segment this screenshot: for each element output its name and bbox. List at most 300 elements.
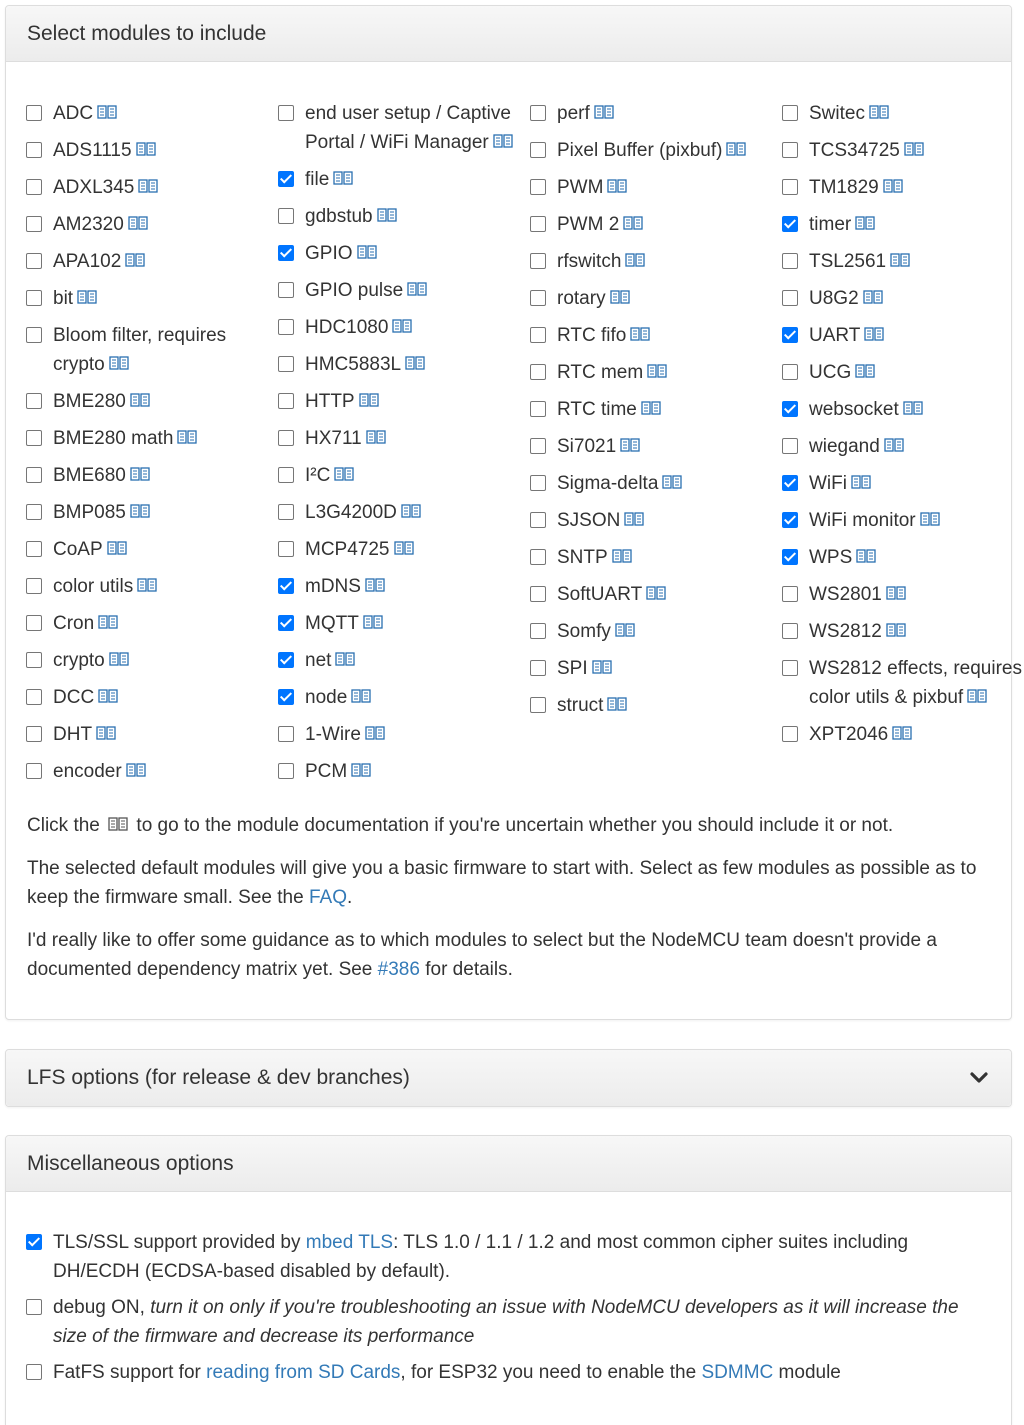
module-option[interactable] [530, 136, 770, 165]
module-checkbox[interactable] [26, 467, 42, 483]
module-label: BME280 [53, 387, 150, 416]
module-label: WiFi [809, 469, 871, 498]
module-doc-icon[interactable] [493, 134, 513, 148]
module-option[interactable] [26, 136, 266, 165]
module-doc-icon[interactable] [884, 438, 904, 452]
module-label: gdbstub [305, 202, 397, 231]
module-checkbox[interactable] [782, 512, 798, 528]
module-label: MQTT [305, 609, 383, 638]
module-option[interactable] [782, 173, 1022, 202]
module-doc-icon[interactable] [615, 623, 635, 637]
module-option[interactable] [530, 654, 770, 683]
module-label: color utils [53, 572, 157, 601]
module-doc-icon[interactable] [351, 763, 371, 777]
module-checkbox[interactable] [782, 364, 798, 380]
issue-386-link[interactable]: #386 [377, 959, 420, 980]
module-doc-icon[interactable] [377, 208, 397, 222]
lfs-panel [5, 1049, 1012, 1107]
module-checkbox[interactable] [26, 430, 42, 446]
module-checkbox[interactable] [278, 171, 294, 187]
module-checkbox[interactable] [278, 393, 294, 409]
module-label: ADC [53, 99, 117, 128]
module-label: websocket [809, 395, 923, 424]
module-option[interactable] [530, 99, 770, 128]
module-doc-icon[interactable] [855, 216, 875, 230]
module-label: U8G2 [809, 284, 883, 313]
module-checkbox[interactable] [530, 253, 546, 269]
fatfs-option-text: FatFS support for reading from SD Cards, for ESP32 you need to enable the SDMMC module [53, 1362, 841, 1383]
module-option[interactable] [26, 284, 266, 313]
module-checkbox[interactable] [782, 623, 798, 639]
module-option[interactable] [782, 580, 1022, 609]
module-checkbox[interactable] [26, 541, 42, 557]
module-checkbox[interactable] [278, 208, 294, 224]
module-checkbox[interactable] [530, 549, 546, 565]
module-checkbox[interactable] [278, 356, 294, 372]
module-label: crypto [53, 646, 129, 675]
module-checkbox[interactable] [26, 290, 42, 306]
module-checkbox[interactable] [278, 245, 294, 261]
module-option[interactable] [782, 284, 1022, 313]
module-checkbox[interactable] [782, 660, 798, 676]
module-doc-icon[interactable] [334, 467, 354, 481]
modules-panel-heading [6, 6, 1011, 62]
module-option[interactable] [278, 535, 518, 564]
module-doc-icon[interactable] [392, 319, 412, 333]
module-label: HX711 [305, 424, 386, 453]
module-label: SJSON [557, 506, 644, 535]
module-option[interactable] [782, 720, 1022, 749]
module-doc-icon[interactable] [130, 504, 150, 518]
module-option[interactable] [278, 387, 518, 416]
module-checkbox[interactable] [26, 652, 42, 668]
module-doc-icon[interactable] [130, 393, 150, 407]
module-checkbox[interactable] [278, 430, 294, 446]
module-option[interactable] [278, 165, 518, 194]
module-doc-icon[interactable] [365, 578, 385, 592]
module-column-1 [26, 99, 266, 794]
module-checkbox[interactable] [530, 401, 546, 417]
module-doc-icon[interactable] [612, 549, 632, 563]
module-label: RTC mem [557, 358, 667, 387]
debug-checkbox[interactable] [26, 1299, 42, 1315]
module-option[interactable] [530, 691, 770, 720]
module-label: DCC [53, 683, 118, 712]
module-option[interactable] [278, 461, 518, 490]
module-option[interactable] [530, 432, 770, 461]
module-doc-icon[interactable] [904, 142, 924, 156]
module-option[interactable] [26, 609, 266, 638]
module-doc-icon[interactable] [869, 105, 889, 119]
module-doc-icon[interactable] [351, 689, 371, 703]
module-doc-icon[interactable] [607, 697, 627, 711]
tls-checkbox[interactable] [26, 1234, 42, 1250]
module-checkbox[interactable] [26, 689, 42, 705]
module-checkbox[interactable] [782, 253, 798, 269]
module-label: MCP4725 [305, 535, 414, 564]
modules-panel [5, 5, 1022, 1020]
misc-panel-heading [6, 1136, 1011, 1192]
module-doc-icon[interactable] [333, 171, 353, 185]
module-checkbox[interactable] [278, 652, 294, 668]
module-label: WPS [809, 543, 876, 572]
module-checkbox[interactable] [782, 549, 798, 565]
module-checkbox[interactable] [26, 504, 42, 520]
module-doc-icon[interactable] [592, 660, 612, 674]
module-checkbox[interactable] [278, 763, 294, 779]
module-doc-icon[interactable] [359, 393, 379, 407]
module-checkbox[interactable] [278, 578, 294, 594]
module-label: perf [557, 99, 614, 128]
module-doc-icon[interactable] [856, 549, 876, 563]
module-option[interactable] [530, 358, 770, 387]
module-checkbox[interactable] [278, 282, 294, 298]
module-doc-icon[interactable] [109, 652, 129, 666]
module-checkbox[interactable] [530, 586, 546, 602]
module-doc-icon[interactable] [624, 512, 644, 526]
module-doc-icon[interactable] [97, 105, 117, 119]
module-doc-icon[interactable] [98, 689, 118, 703]
module-doc-icon[interactable] [394, 541, 414, 555]
module-option[interactable] [782, 506, 1022, 535]
module-label: BME680 [53, 461, 150, 490]
module-option[interactable] [530, 247, 770, 276]
module-label: node [305, 683, 371, 712]
module-doc-icon[interactable] [335, 652, 355, 666]
module-checkbox[interactable] [530, 438, 546, 454]
module-doc-icon[interactable] [401, 504, 421, 518]
module-option[interactable] [530, 284, 770, 313]
module-checkbox[interactable] [26, 216, 42, 232]
module-option[interactable] [530, 506, 770, 535]
module-checkbox[interactable] [530, 364, 546, 380]
module-label: ADXL345 [53, 173, 158, 202]
module-label: RTC time [557, 395, 661, 424]
module-option[interactable] [26, 720, 266, 749]
faq-link[interactable]: FAQ [308, 887, 347, 908]
module-doc-icon[interactable] [128, 216, 148, 230]
module-checkbox[interactable] [530, 142, 546, 158]
module-doc-icon[interactable] [138, 179, 158, 193]
module-doc-icon[interactable] [109, 356, 129, 370]
module-label: rfswitch [557, 247, 645, 276]
module-label: bit [53, 284, 97, 313]
module-option[interactable] [278, 350, 518, 379]
module-option[interactable] [278, 313, 518, 342]
module-option[interactable] [782, 210, 1022, 239]
module-checkbox[interactable] [530, 697, 546, 713]
module-checkbox[interactable] [278, 689, 294, 705]
module-label: WS2812 effects, requires color utils & pixbuf [809, 658, 1022, 708]
module-doc-icon[interactable] [98, 615, 118, 629]
module-option[interactable] [782, 469, 1022, 498]
module-label: PWM 2 [557, 210, 643, 239]
misc-options [26, 1228, 996, 1394]
module-doc-icon[interactable] [890, 253, 910, 267]
module-label: net [305, 646, 355, 675]
module-option[interactable] [278, 424, 518, 453]
module-doc-icon[interactable] [137, 578, 157, 592]
module-checkbox[interactable] [278, 105, 294, 121]
module-option[interactable] [278, 202, 518, 231]
module-option[interactable] [26, 173, 266, 202]
module-label: APA102 [53, 247, 145, 276]
module-option[interactable] [26, 461, 266, 490]
debug-option[interactable] [26, 1293, 996, 1351]
chevron-down-icon[interactable] [968, 1067, 990, 1089]
module-checkbox[interactable] [26, 578, 42, 594]
module-option[interactable] [782, 99, 1022, 128]
module-label: struct [557, 691, 627, 720]
module-checkbox[interactable] [782, 438, 798, 454]
module-label: PWM [557, 173, 627, 202]
module-option[interactable] [530, 395, 770, 424]
module-label: mDNS [305, 572, 385, 601]
module-option[interactable] [782, 617, 1022, 646]
module-doc-icon[interactable] [630, 327, 650, 341]
module-checkbox[interactable] [278, 319, 294, 335]
module-doc-icon[interactable] [886, 586, 906, 600]
module-option[interactable] [782, 432, 1022, 461]
sd-cards-link[interactable]: reading from SD Cards [206, 1362, 401, 1383]
module-option[interactable] [782, 395, 1022, 424]
module-doc-icon[interactable] [177, 430, 197, 444]
module-checkbox[interactable] [26, 105, 42, 121]
module-doc-icon[interactable] [357, 245, 377, 259]
fatfs-checkbox[interactable] [26, 1364, 42, 1380]
module-label: PCM [305, 757, 371, 786]
module-label: 1-Wire [305, 720, 385, 749]
misc-panel-title: Miscellaneous options [27, 1151, 234, 1175]
module-doc-icon[interactable] [886, 623, 906, 637]
module-checkbox[interactable] [782, 216, 798, 232]
module-label: Si7021 [557, 432, 640, 461]
module-doc-icon[interactable] [726, 142, 746, 156]
module-checkbox[interactable] [26, 179, 42, 195]
module-option[interactable] [530, 210, 770, 239]
module-option[interactable] [530, 321, 770, 350]
module-doc-icon[interactable] [365, 726, 385, 740]
module-label: L3G4200D [305, 498, 421, 527]
module-doc-icon[interactable] [863, 290, 883, 304]
module-checkbox[interactable] [530, 327, 546, 343]
module-doc-icon[interactable] [646, 586, 666, 600]
module-doc-icon[interactable] [920, 512, 940, 526]
module-checkbox[interactable] [530, 512, 546, 528]
module-column-2 [278, 99, 518, 794]
module-option[interactable] [26, 99, 266, 128]
module-checkbox[interactable] [278, 615, 294, 631]
module-checkbox[interactable] [782, 327, 798, 343]
module-option[interactable] [530, 173, 770, 202]
module-option[interactable] [26, 535, 266, 564]
module-checkbox[interactable] [782, 142, 798, 158]
modules-panel-title: Select modules to include [27, 21, 267, 45]
module-option[interactable] [26, 387, 266, 416]
module-doc-icon[interactable] [883, 179, 903, 193]
module-checkbox[interactable] [530, 179, 546, 195]
module-label: DHT [53, 720, 116, 749]
module-label: BMP085 [53, 498, 150, 527]
doc-icon-note: Click the to go to the module documentation if you're uncertain whether you should include it or not. [27, 815, 894, 836]
module-doc-icon[interactable] [96, 726, 116, 740]
module-doc-icon[interactable] [130, 467, 150, 481]
module-option[interactable] [530, 469, 770, 498]
module-checkbox[interactable] [782, 105, 798, 121]
module-column-4 [782, 99, 1022, 757]
fatfs-option[interactable] [26, 1358, 996, 1387]
module-checkbox[interactable] [278, 504, 294, 520]
module-option[interactable] [278, 572, 518, 601]
module-doc-icon[interactable] [851, 475, 871, 489]
module-doc-icon[interactable] [625, 253, 645, 267]
module-checkbox[interactable] [782, 726, 798, 742]
module-doc-icon[interactable] [407, 282, 427, 296]
module-option[interactable] [530, 543, 770, 572]
lfs-panel-title: LFS options (for release & dev branches) [27, 1066, 410, 1089]
module-checkbox[interactable] [782, 475, 798, 491]
module-checkbox[interactable] [26, 726, 42, 742]
module-notes [27, 811, 997, 998]
module-label: Somfy [557, 617, 635, 646]
module-doc-icon[interactable] [594, 105, 614, 119]
module-doc-icon[interactable] [662, 475, 682, 489]
module-doc-icon[interactable] [126, 763, 146, 777]
module-doc-icon[interactable] [623, 216, 643, 230]
tls-option[interactable] [26, 1228, 996, 1286]
module-option[interactable] [26, 247, 266, 276]
module-doc-icon[interactable] [855, 364, 875, 378]
module-label: UCG [809, 358, 875, 387]
module-label: GPIO [305, 239, 377, 268]
module-doc-icon[interactable] [641, 401, 661, 415]
module-doc-icon[interactable] [620, 438, 640, 452]
module-checkbox[interactable] [278, 726, 294, 742]
module-option[interactable] [782, 136, 1022, 165]
module-checkbox[interactable] [26, 327, 42, 343]
module-doc-icon[interactable] [607, 179, 627, 193]
module-option[interactable] [278, 609, 518, 638]
module-label: SoftUART [557, 580, 666, 609]
module-option[interactable] [278, 683, 518, 712]
module-doc-icon[interactable] [610, 290, 630, 304]
module-label: end user setup / Captive Portal / WiFi Manager [305, 103, 511, 153]
module-label: TSL2561 [809, 247, 910, 276]
module-checkbox[interactable] [530, 623, 546, 639]
module-option[interactable] [26, 498, 266, 527]
module-label: RTC fifo [557, 321, 650, 350]
module-label: rotary [557, 284, 630, 313]
module-label: WS2812 [809, 617, 906, 646]
module-doc-icon[interactable] [136, 142, 156, 156]
module-label: Bloom filter, requires crypto [53, 325, 227, 375]
module-label: wiegand [809, 432, 904, 461]
module-option[interactable] [782, 358, 1022, 387]
module-option[interactable] [278, 757, 518, 786]
module-doc-icon[interactable] [107, 541, 127, 555]
module-label: Switec [809, 99, 889, 128]
module-doc-icon[interactable] [125, 253, 145, 267]
module-label: SPI [557, 654, 612, 683]
module-checkbox[interactable] [278, 541, 294, 557]
module-option[interactable] [278, 239, 518, 268]
misc-panel [5, 1135, 1012, 1425]
module-option[interactable] [278, 99, 518, 157]
module-doc-icon[interactable] [405, 356, 425, 370]
module-label: Sigma-delta [557, 469, 682, 498]
module-checkbox[interactable] [782, 290, 798, 306]
module-checkbox[interactable] [530, 105, 546, 121]
module-doc-icon[interactable] [864, 327, 884, 341]
module-checkbox[interactable] [782, 586, 798, 602]
module-checkbox[interactable] [782, 401, 798, 417]
module-doc-icon[interactable] [892, 726, 912, 740]
module-option[interactable] [278, 498, 518, 527]
module-checkbox[interactable] [530, 660, 546, 676]
module-checkbox[interactable] [26, 615, 42, 631]
module-label: BME280 math [53, 424, 197, 453]
module-label: TCS34725 [809, 136, 924, 165]
module-checkbox[interactable] [26, 393, 42, 409]
module-label: XPT2046 [809, 720, 912, 749]
module-label: HMC5883L [305, 350, 425, 379]
module-doc-icon[interactable] [363, 615, 383, 629]
dependency-note: I'd really like to offer some guidance as to which modules to select but the NodeMCU team doesn't provide a documented dependency matrix yet. See #386 for details. [27, 930, 937, 980]
module-doc-icon[interactable] [903, 401, 923, 415]
module-checkbox[interactable] [782, 179, 798, 195]
module-label: I²C [305, 461, 354, 490]
mbed-tls-link[interactable]: mbed TLS [305, 1232, 394, 1253]
module-checkbox[interactable] [26, 142, 42, 158]
module-doc-icon[interactable] [967, 689, 987, 703]
module-label: GPIO pulse [305, 276, 427, 305]
module-label: Pixel Buffer (pixbuf) [557, 136, 746, 165]
tls-option-text: TLS/SSL support provided by mbed TLS: TLS 1.0 / 1.1 / 1.2 and most common cipher suites including DH/ECDH (ECDSA-based disabled by default). [53, 1232, 909, 1282]
module-option[interactable] [782, 543, 1022, 572]
module-option[interactable] [26, 424, 266, 453]
module-option[interactable] [278, 646, 518, 675]
module-option[interactable] [26, 572, 266, 601]
module-option[interactable] [278, 720, 518, 749]
module-option[interactable] [782, 654, 1022, 712]
module-option[interactable] [26, 683, 266, 712]
module-option[interactable] [530, 617, 770, 646]
module-option[interactable] [782, 321, 1022, 350]
module-option[interactable] [26, 646, 266, 675]
module-checkbox[interactable] [530, 290, 546, 306]
module-checkbox[interactable] [530, 475, 546, 491]
module-option[interactable] [26, 321, 266, 379]
module-option[interactable] [782, 247, 1022, 276]
module-doc-icon[interactable] [366, 430, 386, 444]
module-checkbox[interactable] [26, 253, 42, 269]
module-label: SNTP [557, 543, 632, 572]
module-checkbox[interactable] [530, 216, 546, 232]
lfs-panel-heading[interactable] [6, 1050, 1011, 1106]
sdmmc-link[interactable]: SDMMC [701, 1362, 774, 1383]
book-icon [108, 817, 128, 831]
module-checkbox[interactable] [26, 763, 42, 779]
module-doc-icon[interactable] [647, 364, 667, 378]
module-option[interactable] [26, 757, 266, 786]
module-doc-icon[interactable] [77, 290, 97, 304]
module-option[interactable] [26, 210, 266, 239]
module-option[interactable] [278, 276, 518, 305]
module-option[interactable] [530, 580, 770, 609]
module-checkbox[interactable] [278, 467, 294, 483]
module-label: TM1829 [809, 173, 903, 202]
module-label: CoAP [53, 535, 127, 564]
